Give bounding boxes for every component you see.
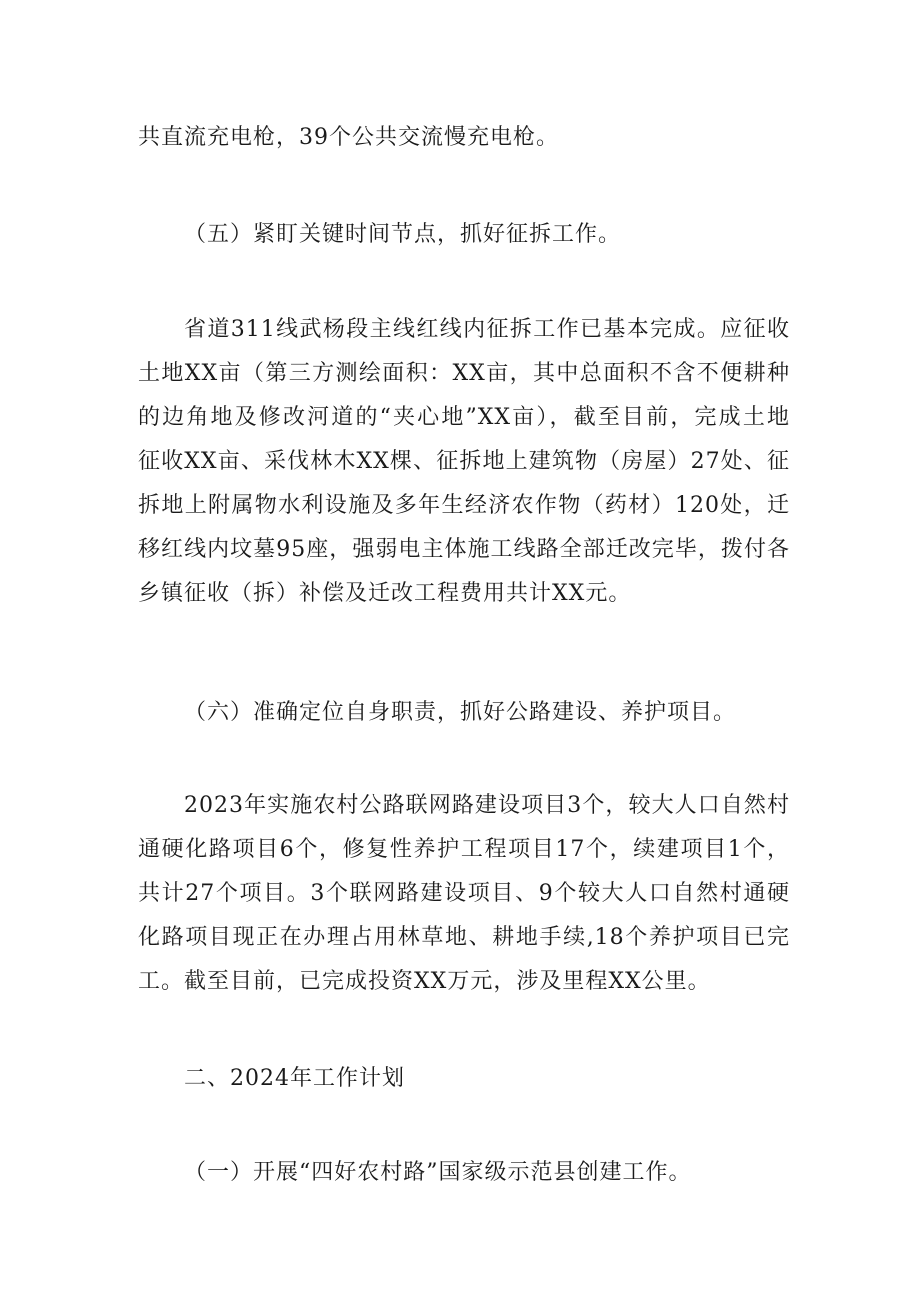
- text-line: 征收XX亩、采伐林木XX棵、征拆地上建筑物（房屋）27处、征: [138, 449, 790, 474]
- text-line: 化路项目现正在办理占用林草地、耕地手续,18个养护项目已完: [138, 925, 790, 950]
- text-line: 省道311线武杨段主线红线内征拆工作已基本完成。应征收: [184, 317, 790, 342]
- paragraph-land-acquisition: [138, 308, 790, 616]
- heading-text: （五）紧盯关键时间节点，抓好征拆工作。: [184, 222, 622, 247]
- heading-section-6: [138, 691, 790, 735]
- text-line: 共计27个项目。3个联网路建设项目、9个较大人口自然村通硬: [138, 881, 790, 906]
- paragraph-road-projects: [138, 784, 790, 1004]
- text-line: 通硬化路项目6个，修复性养护工程项目17个，续建项目1个，: [138, 837, 790, 862]
- text-line: 乡镇征收（拆）补偿及迁改工程费用共计XX元。: [138, 581, 632, 606]
- text-line: 移红线内坟墓95座，强弱电主体施工线路全部迁改完毕，拨付各: [138, 537, 790, 562]
- text-line: 2023年实施农村公路联网路建设项目3个，较大人口自然村: [184, 793, 790, 818]
- heading-section-5: [138, 213, 790, 257]
- heading-text: 二、2024年工作计划: [184, 1066, 405, 1091]
- text-line: 土地XX亩（第三方测绘面积：XX亩，其中总面积不含不便耕种: [138, 361, 790, 386]
- heading-text: （六）准确定位自身职责，抓好公路建设、养护项目。: [184, 700, 737, 725]
- paragraph-charging-summary: [138, 116, 790, 160]
- text-line: 共直流充电枪，39个公共交流慢充电枪。: [138, 125, 559, 150]
- text-line: 的边角地及修改河道的“夹心地”XX亩），截至目前，完成土地: [138, 405, 790, 430]
- heading-text: （一）开展“四好农村路”国家级示范县创建工作。: [184, 1160, 692, 1185]
- section-heading-2024-plan: [138, 1057, 790, 1101]
- text-line: 工。截至目前，已完成投资XX万元，涉及里程XX公里。: [138, 969, 711, 994]
- heading-section-1: [138, 1151, 790, 1195]
- text-line: 拆地上附属物水利设施及多年生经济农作物（药材）120处，迁: [138, 493, 790, 518]
